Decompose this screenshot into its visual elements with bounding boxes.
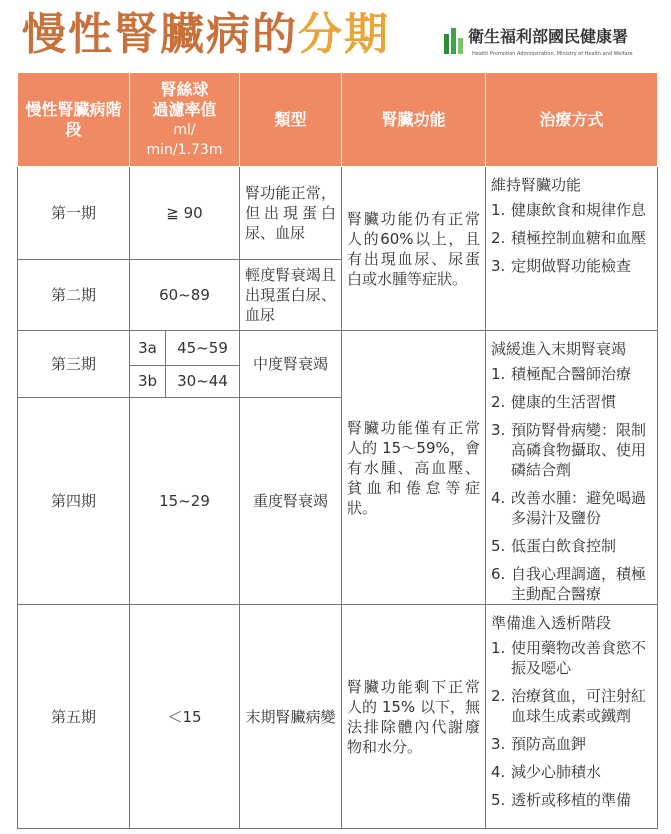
list-item: 1. 積極配合醫師治療 <box>491 365 632 383</box>
treatment-stage-3-4 <box>486 331 658 605</box>
stage-2-type: 輕度腎衰竭且出現蛋白尿、血尿 <box>240 260 342 331</box>
hpa-logo-icon <box>442 26 464 56</box>
table-row <box>18 167 658 260</box>
stage-2-name: 第二期 <box>18 260 130 331</box>
treatment-stage-1-2 <box>486 167 658 331</box>
stage-3a-gfr: 45~59 <box>166 331 240 366</box>
stage-3b-label: 3b <box>130 365 166 397</box>
list-item: 3. 預防腎骨病變：限制高磷食物攝取、使用磷結合劑 <box>491 421 647 479</box>
list-item: 6. 自我心理調適，積極主動配合醫療 <box>491 565 647 603</box>
ckd-stage-table <box>17 72 658 829</box>
list-item: 2. 治療貧血，可注射紅血球生成素或鐵劑 <box>491 687 647 725</box>
table-row <box>18 605 658 829</box>
title-main-text: 慢性腎臟病的 <box>22 9 298 60</box>
list-item: 5. 透析或移植的準備 <box>491 791 632 809</box>
hpa-logo <box>442 26 662 66</box>
function-stage-1-2: 腎臟功能仍有正常人的60%以上，且有出現血尿、尿蛋白或水腫等症狀。 <box>342 167 486 331</box>
list-item: 1. 健康飲食和規律作息 <box>491 201 647 219</box>
treatment-heading: 減緩進入末期腎衰竭 <box>491 340 627 358</box>
treatment-list <box>491 638 652 810</box>
stage-2-gfr: 60~89 <box>130 260 240 331</box>
header-stage: 慢性腎臟病階段 <box>18 73 130 167</box>
stage-1-type: 腎功能正常，但出現蛋白尿、血尿 <box>240 167 342 260</box>
header-treatment: 治療方式 <box>486 73 658 167</box>
list-item: 2. 積極控制血糖和血壓 <box>491 229 647 247</box>
treatment-list <box>491 200 652 276</box>
stage-5-type: 末期腎臟病變 <box>240 605 342 829</box>
function-stage-5: 腎臟功能剩下正常人的 15% 以下，無法排除體內代謝廢物和水分。 <box>342 605 486 829</box>
list-item: 1. 使用藥物改善食慾不振及噁心 <box>491 639 647 677</box>
stage-4-name: 第四期 <box>18 397 130 604</box>
function-stage-3-4: 腎臟功能僅有正常人的 15～59%，會有水腫、高血壓、貧血和倦怠等症狀。 <box>342 331 486 605</box>
stage-4-type: 重度腎衰竭 <box>240 397 342 604</box>
list-item: 4. 改善水腫：避免喝過多湯汁及鹽份 <box>491 489 647 527</box>
list-item: 5. 低蛋白飲食控制 <box>491 537 617 555</box>
stage-1-gfr: ≧ 90 <box>130 167 240 260</box>
logo-chinese-text: 衛生福利部國民健康署 <box>468 27 629 46</box>
table-row <box>18 331 658 366</box>
table-header-row <box>18 73 658 167</box>
title-accent-text: 分期 <box>298 9 390 60</box>
header-gfr: 腎絲球 過濾率值 ml/ min/1.73m <box>130 73 240 167</box>
list-item: 3. 定期做腎功能檢查 <box>491 257 632 275</box>
stage-3b-gfr: 30~44 <box>166 365 240 397</box>
stage-1-name: 第一期 <box>18 167 130 260</box>
list-item: 2. 健康的生活習慣 <box>491 393 617 411</box>
page-header <box>0 0 671 72</box>
treatment-list <box>491 364 652 604</box>
stage-3-name: 第三期 <box>18 331 130 398</box>
list-item: 4. 減少心肺積水 <box>491 763 602 781</box>
header-type: 類型 <box>240 73 342 167</box>
logo-english-text: Health Promotion Administration, Ministry of Health and Welfare <box>472 51 633 57</box>
treatment-stage-5 <box>486 605 658 829</box>
treatment-heading: 準備進入透析階段 <box>491 614 612 632</box>
treatment-heading: 維持腎臟功能 <box>491 176 582 194</box>
stage-5-gfr: ＜15 <box>130 605 240 829</box>
header-function: 腎臟功能 <box>342 73 486 167</box>
stage-4-gfr: 15~29 <box>130 397 240 604</box>
stage-3-type: 中度腎衰竭 <box>240 331 342 398</box>
list-item: 3. 預防高血鉀 <box>491 735 587 753</box>
page-title <box>22 6 390 64</box>
stage-5-name: 第五期 <box>18 605 130 829</box>
stage-3a-label: 3a <box>130 331 166 366</box>
